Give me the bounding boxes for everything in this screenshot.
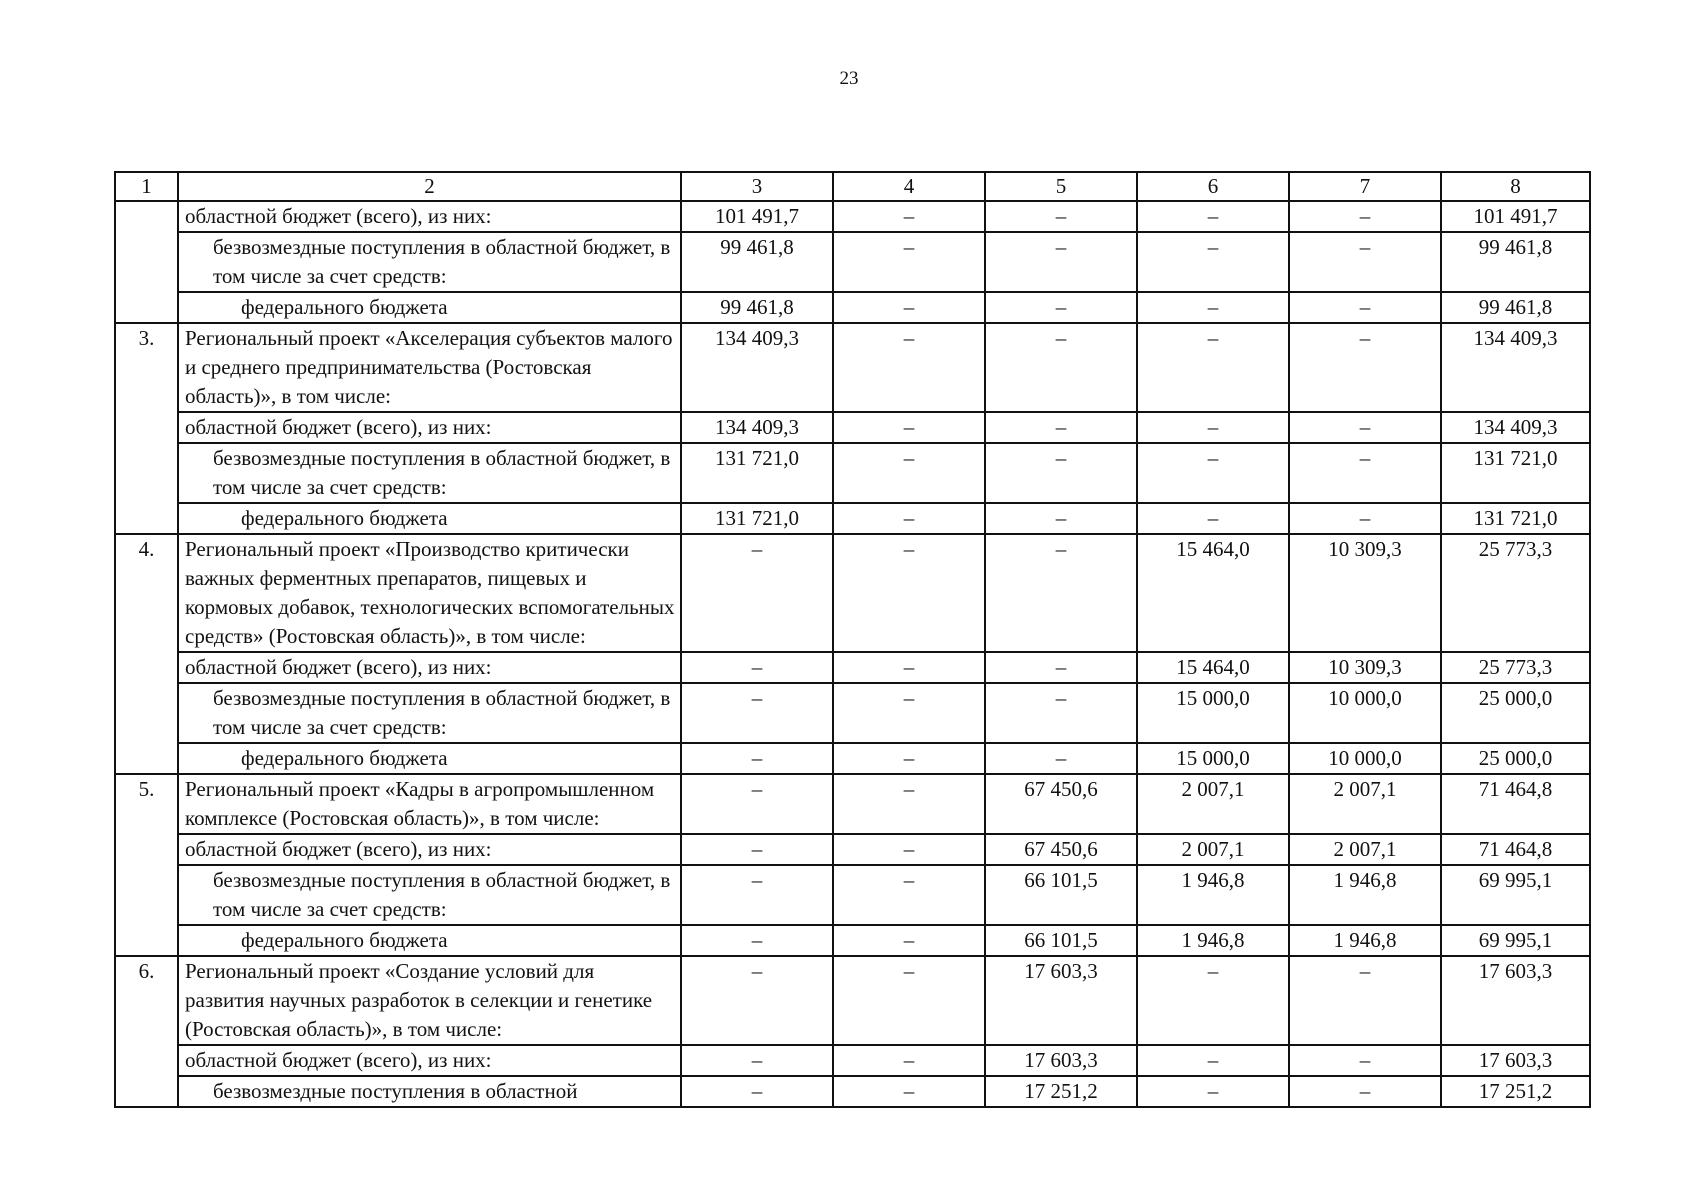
value-cell-col-6: – [1137,503,1289,534]
value-cell-col-5: 17 603,3 [985,1045,1137,1076]
value-cell-col-4: – [833,534,985,652]
value-cell-col-5: 67 450,6 [985,834,1137,865]
row-description-cell: областной бюджет (всего), из них: [178,201,681,232]
value-cell-col-3: – [681,652,833,683]
column-number-row [115,172,1590,201]
column-header-7: 7 [1289,172,1441,201]
table-body [115,172,1590,1107]
project-title-cell: Региональный проект «Производство критически важных ферментных препаратов, пищевых и кормовых добавок, технологических вспомогательных средств» (Ростовская область)», в том числе: [178,534,681,652]
value-cell-col-4: – [833,292,985,323]
row-description-cell: безвозмездные поступления в областной [178,1076,681,1107]
value-cell-col-7: 10 000,0 [1289,743,1441,774]
table-row [115,443,1590,503]
value-cell-col-3: 131 721,0 [681,503,833,534]
table-row [115,292,1590,323]
value-cell-col-5: 67 450,6 [985,774,1137,834]
value-cell-col-6: – [1137,412,1289,443]
column-header-6: 6 [1137,172,1289,201]
value-cell-col-7: – [1289,232,1441,292]
value-cell-col-4: – [833,652,985,683]
value-cell-col-8: 17 603,3 [1441,956,1590,1045]
project-title-cell: Региональный проект «Акселерация субъектов малого и среднего предпринимательства (Ростовская область)», в том числе: [178,323,681,412]
value-cell-col-4: – [833,774,985,834]
value-cell-col-8: 71 464,8 [1441,774,1590,834]
row-description-cell: областной бюджет (всего), из них: [178,1045,681,1076]
value-cell-col-4: – [833,834,985,865]
value-cell-col-6: – [1137,201,1289,232]
value-cell-col-8: 134 409,3 [1441,323,1590,412]
table-row [115,534,1590,652]
value-cell-col-5: – [985,652,1137,683]
value-cell-col-6: – [1137,1045,1289,1076]
value-cell-col-3: – [681,834,833,865]
value-cell-col-7: – [1289,292,1441,323]
value-cell-col-3: 131 721,0 [681,443,833,503]
project-title-cell: Региональный проект «Создание условий для развития научных разработок в селекции и генетике (Ростовская область)», в том числе: [178,956,681,1045]
value-cell-col-6: – [1137,323,1289,412]
table-row [115,201,1590,232]
value-cell-col-4: – [833,1076,985,1107]
value-cell-col-8: 131 721,0 [1441,503,1590,534]
value-cell-col-3: 99 461,8 [681,232,833,292]
value-cell-col-7: – [1289,201,1441,232]
value-cell-col-7: – [1289,1076,1441,1107]
value-cell-col-3: – [681,1045,833,1076]
table-row [115,743,1590,774]
value-cell-col-4: – [833,956,985,1045]
table-row [115,232,1590,292]
value-cell-col-4: – [833,1045,985,1076]
value-cell-col-5: 17 251,2 [985,1076,1137,1107]
row-description-cell: федерального бюджета [178,292,681,323]
row-group-number [115,201,178,323]
value-cell-col-7: 10 000,0 [1289,683,1441,743]
value-cell-col-7: – [1289,503,1441,534]
row-group-number: 6. [115,956,178,1107]
table-row [115,323,1590,412]
column-header-2: 2 [178,172,681,201]
value-cell-col-7: 1 946,8 [1289,865,1441,925]
value-cell-col-3: – [681,925,833,956]
value-cell-col-4: – [833,232,985,292]
value-cell-col-4: – [833,201,985,232]
value-cell-col-4: – [833,865,985,925]
value-cell-col-6: 15 464,0 [1137,652,1289,683]
value-cell-col-6: 1 946,8 [1137,865,1289,925]
column-header-8: 8 [1441,172,1590,201]
value-cell-col-7: 10 309,3 [1289,534,1441,652]
value-cell-col-8: 17 251,2 [1441,1076,1590,1107]
value-cell-col-3: 99 461,8 [681,292,833,323]
value-cell-col-4: – [833,443,985,503]
value-cell-col-3: – [681,774,833,834]
row-description-cell: безвозмездные поступления в областной бюджет, в том числе за счет средств: [178,443,681,503]
row-group-number: 3. [115,323,178,534]
table-row [115,683,1590,743]
value-cell-col-5: 66 101,5 [985,925,1137,956]
value-cell-col-5: 66 101,5 [985,865,1137,925]
value-cell-col-7: – [1289,412,1441,443]
value-cell-col-7: 2 007,1 [1289,774,1441,834]
value-cell-col-5: – [985,534,1137,652]
budget-table [114,171,1591,1108]
value-cell-col-8: 101 491,7 [1441,201,1590,232]
row-description-cell: федерального бюджета [178,503,681,534]
value-cell-col-8: 25 773,3 [1441,652,1590,683]
value-cell-col-6: 15 464,0 [1137,534,1289,652]
value-cell-col-7: 2 007,1 [1289,834,1441,865]
value-cell-col-4: – [833,323,985,412]
value-cell-col-8: 69 995,1 [1441,925,1590,956]
value-cell-col-5: – [985,412,1137,443]
value-cell-col-5: – [985,503,1137,534]
column-header-3: 3 [681,172,833,201]
value-cell-col-6: – [1137,1076,1289,1107]
table-row [115,412,1590,443]
value-cell-col-7: – [1289,956,1441,1045]
value-cell-col-5: – [985,323,1137,412]
row-description-cell: областной бюджет (всего), из них: [178,652,681,683]
row-description-cell: областной бюджет (всего), из них: [178,834,681,865]
value-cell-col-8: 25 000,0 [1441,683,1590,743]
table-row [115,925,1590,956]
row-description-cell: безвозмездные поступления в областной бюджет, в том числе за счет средств: [178,232,681,292]
value-cell-col-3: – [681,1076,833,1107]
column-header-5: 5 [985,172,1137,201]
value-cell-col-4: – [833,743,985,774]
value-cell-col-6: 15 000,0 [1137,683,1289,743]
row-description-cell: федерального бюджета [178,925,681,956]
value-cell-col-8: 71 464,8 [1441,834,1590,865]
value-cell-col-7: 1 946,8 [1289,925,1441,956]
value-cell-col-4: – [833,683,985,743]
value-cell-col-6: – [1137,232,1289,292]
table-row [115,1076,1590,1107]
value-cell-col-8: 134 409,3 [1441,412,1590,443]
value-cell-col-3: – [681,956,833,1045]
value-cell-col-3: 134 409,3 [681,412,833,443]
value-cell-col-3: – [681,743,833,774]
value-cell-col-8: 69 995,1 [1441,865,1590,925]
value-cell-col-4: – [833,925,985,956]
value-cell-col-3: – [681,534,833,652]
row-description-cell: федерального бюджета [178,743,681,774]
value-cell-col-6: – [1137,292,1289,323]
row-group-number: 4. [115,534,178,774]
value-cell-col-8: 131 721,0 [1441,443,1590,503]
value-cell-col-7: – [1289,443,1441,503]
table-row [115,865,1590,925]
value-cell-col-3: 101 491,7 [681,201,833,232]
column-header-4: 4 [833,172,985,201]
table-row [115,774,1590,834]
value-cell-col-7: 10 309,3 [1289,652,1441,683]
table-row [115,1045,1590,1076]
row-description-cell: областной бюджет (всего), из них: [178,412,681,443]
value-cell-col-4: – [833,412,985,443]
value-cell-col-8: 17 603,3 [1441,1045,1590,1076]
table-row [115,503,1590,534]
value-cell-col-8: 25 000,0 [1441,743,1590,774]
value-cell-col-6: – [1137,956,1289,1045]
value-cell-col-7: – [1289,323,1441,412]
value-cell-col-3: – [681,683,833,743]
table-row [115,956,1590,1045]
value-cell-col-5: – [985,292,1137,323]
page-number: 23 [839,68,859,89]
value-cell-col-6: 15 000,0 [1137,743,1289,774]
value-cell-col-5: – [985,232,1137,292]
value-cell-col-5: – [985,683,1137,743]
table-row [115,652,1590,683]
value-cell-col-6: – [1137,443,1289,503]
value-cell-col-6: 1 946,8 [1137,925,1289,956]
row-description-cell: безвозмездные поступления в областной бюджет, в том числе за счет средств: [178,865,681,925]
value-cell-col-8: 25 773,3 [1441,534,1590,652]
value-cell-col-5: 17 603,3 [985,956,1137,1045]
value-cell-col-6: 2 007,1 [1137,834,1289,865]
value-cell-col-8: 99 461,8 [1441,232,1590,292]
value-cell-col-8: 99 461,8 [1441,292,1590,323]
value-cell-col-5: – [985,443,1137,503]
value-cell-col-3: 134 409,3 [681,323,833,412]
project-title-cell: Региональный проект «Кадры в агропромышленном комплексе (Ростовская область)», в том числе: [178,774,681,834]
value-cell-col-7: – [1289,1045,1441,1076]
table-row [115,834,1590,865]
value-cell-col-5: – [985,201,1137,232]
value-cell-col-6: 2 007,1 [1137,774,1289,834]
row-group-number: 5. [115,774,178,956]
column-header-1: 1 [115,172,178,201]
value-cell-col-3: – [681,865,833,925]
value-cell-col-5: – [985,743,1137,774]
row-description-cell: безвозмездные поступления в областной бюджет, в том числе за счет средств: [178,683,681,743]
value-cell-col-4: – [833,503,985,534]
